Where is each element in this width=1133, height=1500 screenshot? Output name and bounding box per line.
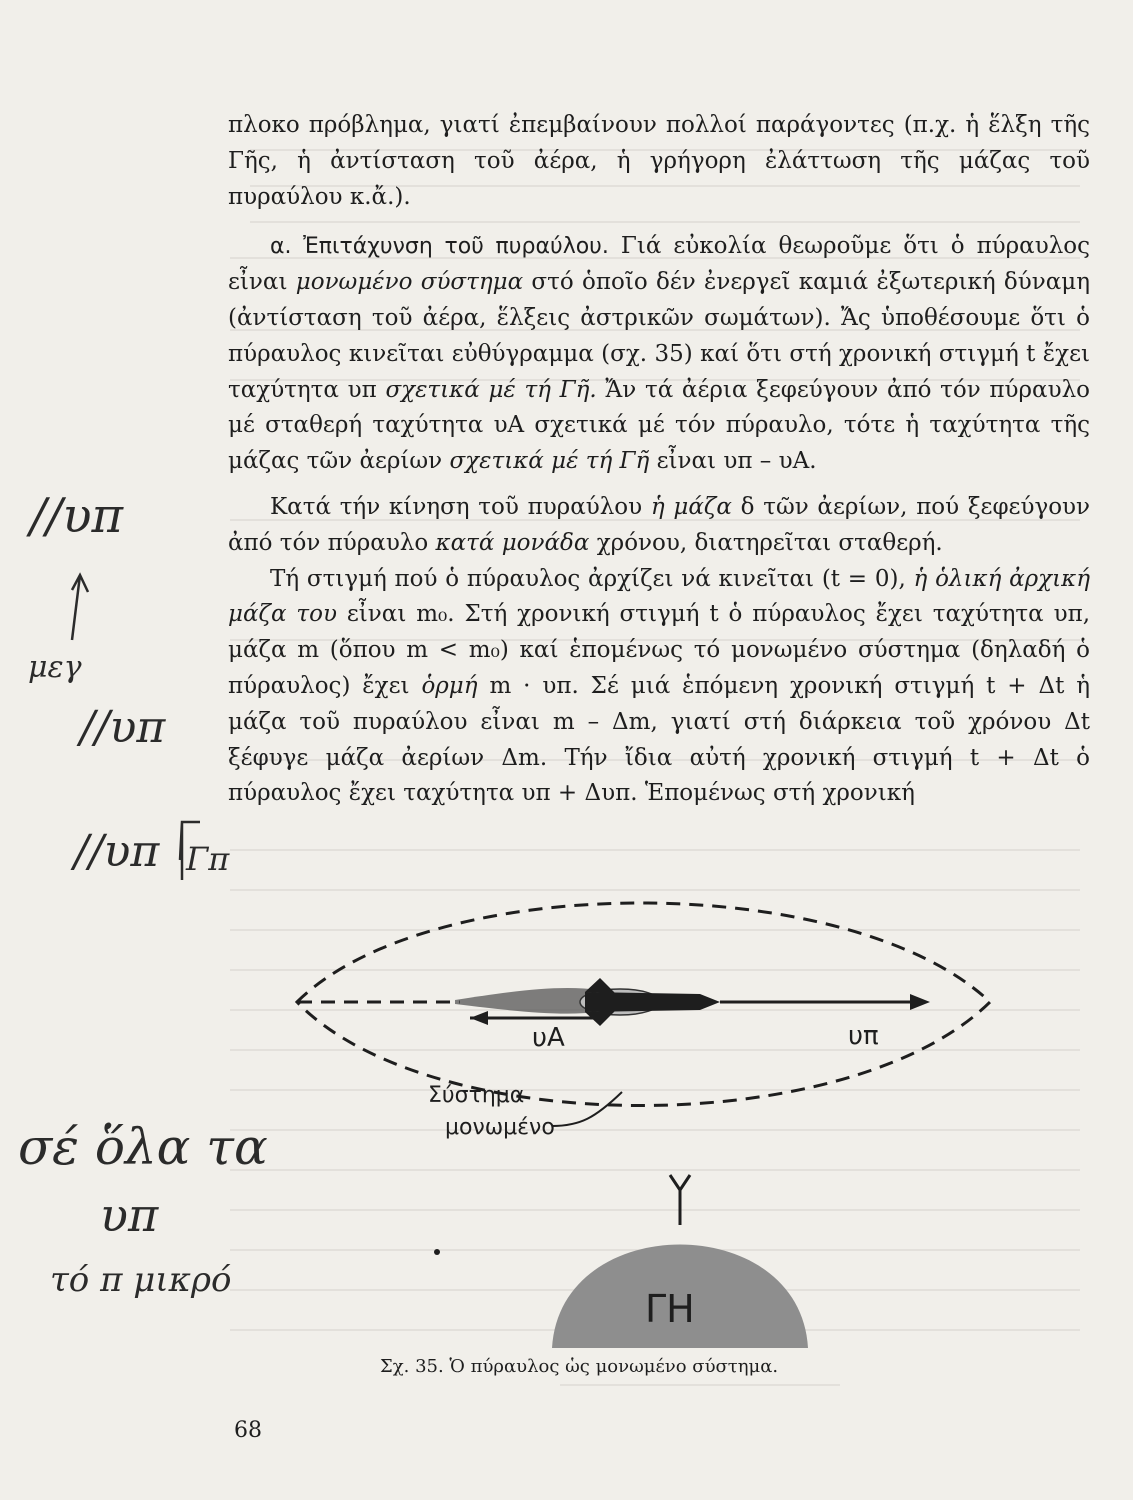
handwritten-note: Γπ — [186, 840, 230, 878]
label-isolated: μονωμένο — [445, 1115, 555, 1140]
emphasis-run: ἡ μάζα — [650, 493, 732, 520]
text-line: πυραύλου κ.ἄ.). — [228, 183, 411, 210]
text-run: στό ὁποῖο δέν ἐνεργεῖ καμιά ἐξωτερική δύναμη (ἀντίσταση τοῦ ἀέρα, ἕλξεις ἀστρικῶν σωμάτων). Ἄς ὑποθέσουμε ὅτι ὁ πύραυλος κινεῖται εὐθύγραμμα (σχ. 35) καί ὅτι στή χρονική στιγμή t ἔχει ταχύτητα υπ — [228, 269, 1090, 403]
text-run: m · υπ. Σέ μιά ἑπόμενη χρονική στιγμή t + Δt ἡ μάζα τοῦ πυραύλου εἶναι m – Δm, γιατί στή διάρκεια τοῦ χρόνου Δt ξέφυγε μάζα ἀερίων Δm. Τήν ἴδια αὐτή χρονική στιγμή t + Δt ὁ πύραυλος ἔχει ταχύτητα υπ + Δυπ. Ἑπομένως στή χρονική — [228, 672, 1091, 807]
figure-caption: Σχ. 35. Ὁ πύραυλος ὡς μονωμένο σύστημα. — [380, 1356, 779, 1377]
section-heading: α. Ἐπιτάχυνση τοῦ πυραύλου. — [270, 234, 609, 260]
handwritten-note: τό π μικρό — [50, 1260, 232, 1300]
emphasis-run: σχετικά μέ τή Γῆ. — [385, 376, 597, 403]
label-rocket-velocity: υπ — [848, 1021, 879, 1051]
label-system: Σύστημα — [428, 1083, 525, 1108]
handwritten-note: //υπ — [30, 488, 124, 544]
emphasis-run: κατά μονάδα — [435, 529, 590, 556]
text-run: εἶναι υπ – υΑ. — [656, 448, 817, 475]
text-run: Γιά εὐκολία θεωροῦμε ὅτι ὁ πύραυλος εἶναι — [228, 233, 1091, 296]
text-run: Ἄν τά ἀέρια ξεφεύγουν ἀπό τόν πύραυλο μέ σταθερή ταχύτητα υΑ σχετικά μέ τόν πύραυλο, τότε ἡ ταχύτητα τῆς μάζας τῶν ἀερίων — [228, 376, 1090, 475]
text-run: εἶναι m₀. Στή χρονική στιγμή t ὁ πύραυλος ἔχει ταχύτητα υπ, μάζα m (ὅπου m < m₀) καί ἑπομένως τό μονωμένο σύστημα (δηλαδή ὁ πύραυλος) ἔχει — [228, 601, 1091, 699]
label-gas-velocity: υΑ — [532, 1023, 565, 1053]
handwritten-note: υπ — [100, 1188, 159, 1242]
text-run: Κατά τήν κίνηση τοῦ πυραύλου — [270, 493, 643, 520]
emphasis-run: ἡ ὁλική ἀρχική μάζα του — [228, 565, 1091, 628]
emphasis-run: μονωμένο σύστημα — [295, 269, 524, 296]
text-run: Τή στιγμή πού ὁ πύραυλος ἀρχίζει νά κινεῖται (t = 0), — [270, 565, 906, 592]
text-line: τῆς Γῆς, ἡ ἀντίσταση τοῦ ἀέρα, ἡ γρήγορη ἐλάττωση τῆς μάζας τοῦ — [228, 112, 1090, 174]
emphasis-run: ὁρμή — [421, 672, 478, 699]
page-number: 68 — [234, 1418, 262, 1443]
emphasis-run: σχετικά μέ τή Γῆ — [449, 448, 650, 475]
handwritten-note: σέ ὅλα τα — [18, 1118, 268, 1176]
text-run: δ τῶν ἀερίων, πού ξεφεύγουν ἀπό τόν πύραυλο — [228, 493, 1091, 556]
handwritten-note: //υπ — [80, 702, 166, 753]
handwritten-note: μεγ — [28, 650, 82, 685]
text-line: πλοκο πρόβλημα, γιατί ἐπεμβαίνουν πολλοί παράγοντες (π.χ. ἡ ἕλξη — [228, 112, 1042, 138]
text-run: χρόνου, διατηρεῖται σταθερή. — [596, 529, 943, 556]
handwritten-note: //υπ — [74, 826, 160, 877]
label-earth: ΓΗ — [645, 1287, 695, 1331]
